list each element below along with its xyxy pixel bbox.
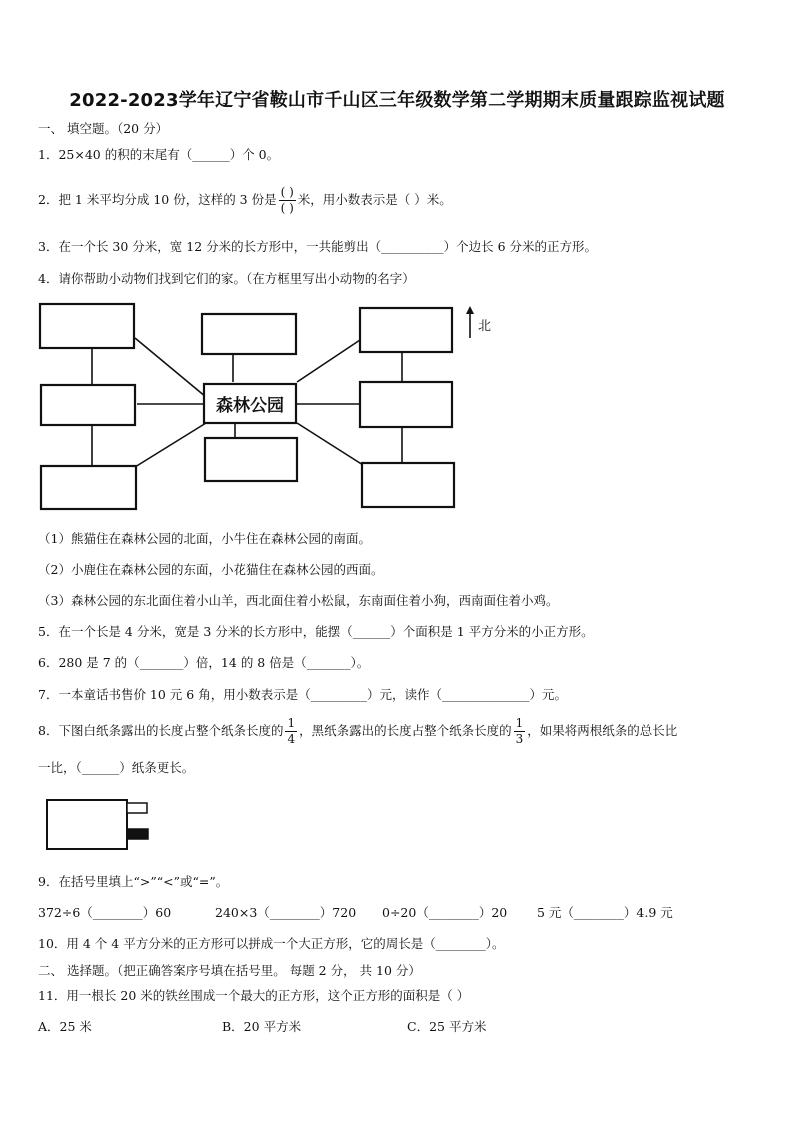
black-strip bbox=[127, 829, 148, 839]
cover-card bbox=[47, 800, 127, 849]
answer-box-northwest[interactable] bbox=[40, 304, 134, 348]
question-5: 5．在一个长是 4 分米，宽是 3 分米的长方形中，能摆（______）个面积是 1 平方分米的小正方形。 bbox=[38, 624, 594, 639]
question-10: 10．用 4 个 4 平方分米的正方形可以拼成一个大正方形，它的周长是（________）。 bbox=[38, 936, 505, 951]
option-a: A．25 米 bbox=[38, 1019, 92, 1034]
line-northwest bbox=[135, 338, 206, 397]
question-4-condition-3: （3）森林公园的东北面住着小山羊，西北面住着小松鼠，东南面住着小狗，西南面住着小鸡。 bbox=[38, 593, 559, 608]
white-strip bbox=[127, 803, 147, 813]
question-4: 4．请你帮助小动物们找到它们的家。（在方框里写出小动物的名字） bbox=[38, 271, 415, 286]
question-4-condition-1: （1）熊猫住在森林公园的北面，小牛住在森林公园的南面。 bbox=[38, 531, 371, 546]
question-2-before: 2．把 1 米平均分成 10 份，这样的 3 份是 bbox=[38, 192, 277, 207]
north-label: 北 bbox=[478, 319, 492, 334]
question-2-fraction bbox=[279, 185, 296, 216]
page-title: 2022-2023学年辽宁省鞍山市千山区三年级数学第二学期期末质量跟踪监视试题 bbox=[69, 90, 725, 111]
line-southeast bbox=[297, 423, 363, 465]
fraction-denominator: 4 bbox=[287, 732, 296, 746]
answer-box-west[interactable] bbox=[41, 385, 135, 425]
question-11-options bbox=[38, 1019, 758, 1035]
question-7: 7．一本童话书售价 10 元 6 角，用小数表示是（_________）元，读作（______________）元。 bbox=[38, 687, 567, 702]
fraction-one-third bbox=[514, 716, 526, 747]
question-2-after: 米，用小数表示是（ ）米。 bbox=[297, 192, 452, 207]
fraction-numerator: 1 bbox=[515, 716, 524, 730]
compare-item: 240×3（________）720 bbox=[215, 905, 357, 920]
line-northeast bbox=[297, 340, 360, 382]
question-8-part2: ，黑纸条露出的长度占整个纸条长度的 bbox=[299, 723, 512, 738]
question-8 bbox=[38, 712, 677, 750]
question-4-condition-2: （2）小鹿住在森林公园的东面，小花猫住在森林公园的西面。 bbox=[38, 562, 384, 577]
question-2 bbox=[38, 180, 452, 220]
answer-box-north[interactable] bbox=[202, 314, 296, 354]
section1-heading: 一、 填空题。（20 分） bbox=[38, 121, 169, 136]
answer-box-northeast[interactable] bbox=[360, 308, 452, 352]
compare-item: 5 元（________）4.9 元 bbox=[537, 905, 673, 920]
paper-strips-figure bbox=[40, 796, 160, 854]
fraction-one-quarter bbox=[285, 716, 297, 747]
question-8-line2: 一比，（______）纸条更长。 bbox=[38, 760, 195, 775]
answer-box-southeast[interactable] bbox=[362, 463, 454, 507]
question-9: 9．在括号里填上“>”“<”或“=”。 bbox=[38, 874, 229, 889]
answer-box-southwest[interactable] bbox=[41, 466, 136, 509]
question-11: 11．用一根长 20 米的铁丝围成一个最大的正方形，这个正方形的面积是（ ） bbox=[38, 988, 470, 1003]
question-8-part1: 8．下图白纸条露出的长度占整个纸条长度的 bbox=[38, 723, 284, 738]
forest-park-map bbox=[30, 300, 500, 515]
option-c: C．25 平方米 bbox=[407, 1019, 487, 1034]
option-b: B．20 平方米 bbox=[222, 1019, 302, 1034]
fraction-denominator: 3 bbox=[515, 732, 524, 746]
fraction-numerator: 1 bbox=[287, 716, 296, 730]
question-1: 1．25×40 的积的末尾有（______）个 0。 bbox=[38, 147, 280, 162]
question-9-items bbox=[38, 905, 758, 921]
line-southwest bbox=[135, 423, 206, 467]
question-8-part3: ，如果将两根纸条的总长比 bbox=[527, 723, 678, 738]
fraction-denominator: ( ) bbox=[280, 201, 294, 215]
question-6: 6．280 是 7 的（_______）倍，14 的 8 倍是（_______）。 bbox=[38, 655, 370, 670]
answer-box-south[interactable] bbox=[205, 438, 297, 481]
center-label: 森林公园 bbox=[216, 396, 284, 416]
answer-box-east[interactable] bbox=[360, 382, 452, 427]
north-arrow-icon bbox=[466, 306, 474, 338]
compare-item: 372÷6（________）60 bbox=[38, 905, 172, 920]
section2-heading: 二、 选择题。（把正确答案序号填在括号里。 每题 2 分， 共 10 分） bbox=[38, 963, 421, 978]
compare-item: 0÷20（________）20 bbox=[382, 905, 508, 920]
question-3: 3．在一个长 30 分米，宽 12 分米的长方形中，一共能剪出（__________）个边长 6 分米的正方形。 bbox=[38, 239, 598, 254]
fraction-numerator: ( ) bbox=[280, 185, 294, 199]
